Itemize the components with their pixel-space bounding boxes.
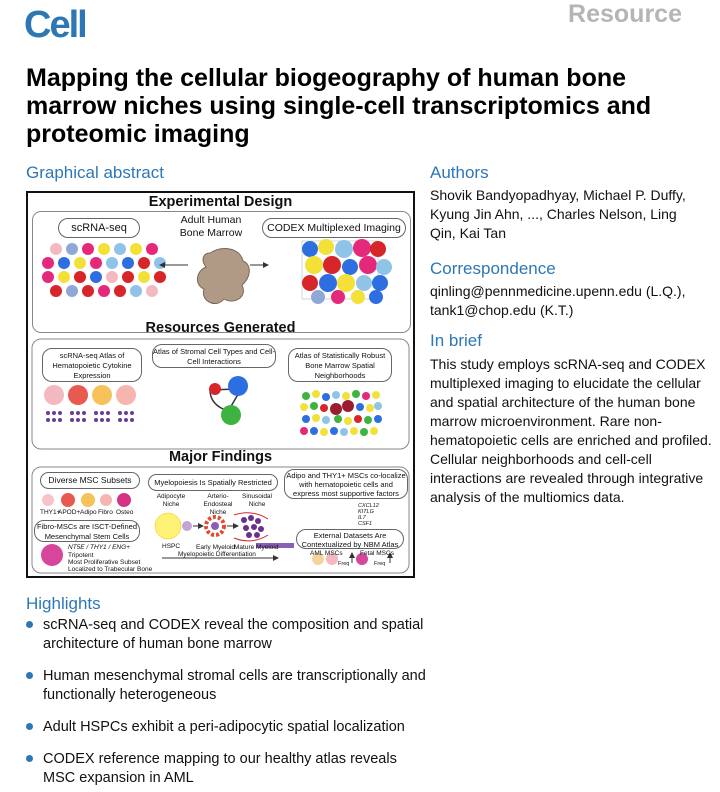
fibro-msc-cell <box>41 544 63 566</box>
authors-text: Shovik Bandyopadhyay, Michael P. Duffy, Kyung Jin Ahn, ..., Charles Nelson, Ling Qin, Kai Tan <box>430 187 686 241</box>
authors-heading: Authors <box>430 163 489 182</box>
fibro-msc-pill: Fibro-MSCs are ISCT-Defined Mesenchymal Stem Cells <box>34 520 140 542</box>
myelo-diff-label: Myelopoietic Differentiation <box>178 551 256 558</box>
myelopoiesis-pill: Myelopoiesis Is Spatially Restricted <box>148 474 278 491</box>
msc-subsets-pill: Diverse MSC Subsets <box>40 472 140 489</box>
stromal-atlas-pill: Atlas of Stromal Cell Types and Cell-Cell Interactions <box>152 344 276 368</box>
fibro-note-2: Most Proliferative Subset <box>68 559 141 566</box>
article-type: Resource <box>568 0 682 28</box>
in-brief-text: This study employs scRNA-seq and CODEX multiplexed imaging to elucidate the cellular and spatial architecture of the human bone marrow microenvironment. Rare non-hematopoietic cells are enriched and profiled. Cellular neighborhoods and cell-cell interactions are revealed through integrative analysis of the multiomics data. <box>430 356 712 505</box>
cell-interaction-graph <box>209 376 248 425</box>
scrnaseq-pill: scRNA-seq <box>58 218 140 238</box>
highlight-item <box>26 667 426 705</box>
highlight-item <box>26 718 426 737</box>
highlights-heading: Highlights <box>26 594 101 613</box>
factor-csf1: CSF1 <box>358 521 373 527</box>
fetal-freq: Freq <box>374 561 386 567</box>
bullet-icon <box>26 672 33 679</box>
graphical-abstract <box>26 191 415 578</box>
in-brief-heading: In brief <box>430 331 482 350</box>
hspc-label: HSPC <box>162 543 181 550</box>
findings-heading: Major Findings <box>168 449 273 465</box>
fibro-markers: NT5E / THY1 / ENG+ <box>68 544 130 551</box>
mature-myeloid-label: Mature Myeloid <box>234 544 279 551</box>
niche-adipocyte: Adipocyte Niche <box>156 493 186 508</box>
msc-label-osteo: Osteo <box>116 509 134 516</box>
factor-cxcl12: CXCL12 <box>358 503 379 509</box>
ga-drawing <box>28 193 413 576</box>
resources-heading: Resources Generated <box>145 320 296 336</box>
highlight-item <box>26 750 426 788</box>
correspondence-heading: Correspondence <box>430 259 556 278</box>
early-myeloid-label: Early Myeloid <box>196 544 236 551</box>
adipo-thy1-pill: Adipo and THY1+ MSCs co-localize with hematopoietic cells and express most supportive factors <box>284 469 408 499</box>
highlight-item <box>26 616 426 654</box>
neighborhood-atlas-pill: Atlas of Statistically Robust Bone Marrow Spatial Neighborhoods <box>288 348 392 382</box>
msc-label-fibro: Fibro <box>98 509 113 516</box>
aml-label: AML MSCs <box>310 550 343 557</box>
correspondence-text: qinling@pennmedicine.upenn.edu (L.Q.), tank1@chop.edu (K.T.) <box>430 283 686 318</box>
niche-sinusoidal: Sinusoidal Niche <box>242 493 272 508</box>
journal-logo: Cell <box>24 4 86 46</box>
graphical-abstract-heading: Graphical abstract <box>26 163 164 182</box>
experimental-design-heading: Experimental Design <box>148 194 293 210</box>
highlight-text: Adult HSPCs exhibit a peri-adipocytic spatial localization <box>43 719 405 735</box>
fibro-note-3: Localized to Trabecular Bone <box>68 566 153 573</box>
fetal-label: Fetal MSCs <box>360 550 394 557</box>
aml-freq: Freq <box>338 561 350 567</box>
cytokine-atlas-pill: scRNA-seq Atlas of Hematopoietic Cytokine Expression <box>42 348 142 382</box>
highlight-text: scRNA-seq and CODEX reveal the composition and spatial architecture of human bone marrow <box>43 617 424 652</box>
msc-subset-dots <box>42 493 131 507</box>
msc-label-adipo: Adipo <box>80 509 97 516</box>
article-title: Mapping the cellular biogeography of human bone marrow niches using single-cell transcriptomics and proteomic imaging <box>26 64 652 148</box>
factor-il7: IL7 <box>358 515 366 521</box>
neighborhood-map <box>298 389 382 439</box>
bullet-icon <box>26 755 33 762</box>
highlight-text: Human mesenchymal stromal cells are transcriptionally and functionally heterogeneous <box>43 668 426 703</box>
external-datasets-pill: External Datasets Are Contextualized by NBM Atlas <box>296 529 404 549</box>
scrnaseq-dots <box>42 243 166 297</box>
factor-kitlg: KITLG <box>358 509 374 515</box>
niche-arterio: Arterio-Endosteal Niche <box>203 493 233 516</box>
bullet-icon <box>26 723 33 730</box>
bone-marrow-label: Adult Human Bone Marrow <box>179 214 243 239</box>
fibro-note-1: Tripotent <box>68 552 94 559</box>
cytokine-atlas-dots <box>44 385 136 422</box>
highlight-text: CODEX reference mapping to our healthy atlas reveals MSC expansion in AML <box>43 751 397 786</box>
codex-mosaic <box>302 239 392 304</box>
codex-pill: CODEX Multiplexed Imaging <box>262 218 406 238</box>
msc-label-apod: APOD+ <box>58 509 81 516</box>
bullet-icon <box>26 621 33 628</box>
msc-label-thy1: THY1+ <box>40 509 61 516</box>
bone-marrow-sample <box>197 249 249 304</box>
